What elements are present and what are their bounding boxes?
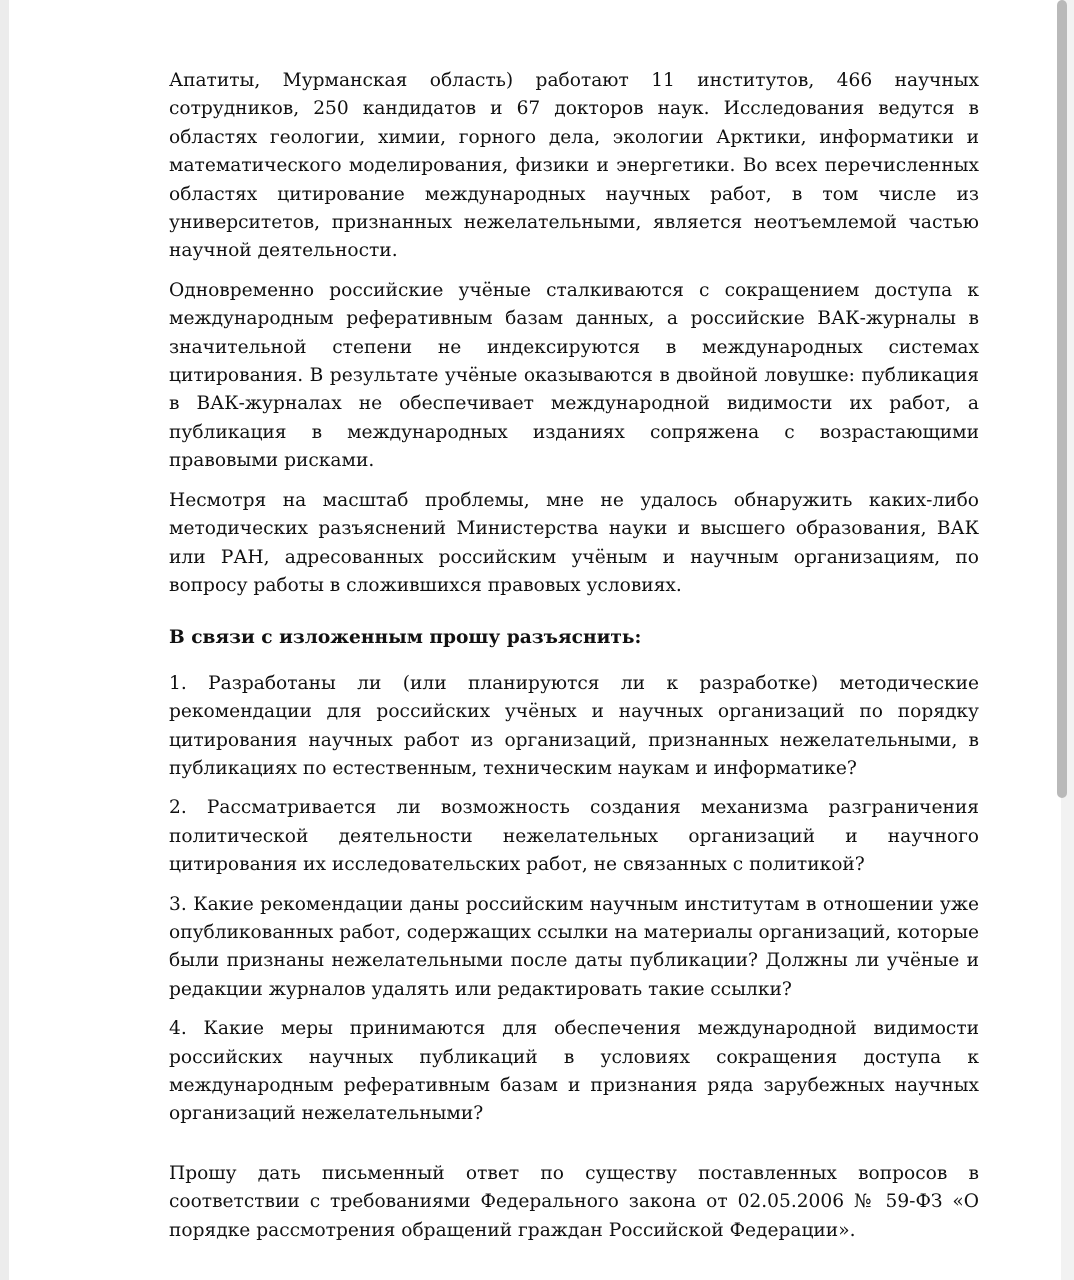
paragraph-3: Несмотря на масштаб проблемы, мне не удалось обнаружить каких-либо методических разъяснений Министерства науки и высшего образования, ВАК или РАН, адресованных российским учёным и научным организациям, по вопросу работы в сложившихся правовых условиях. [169,489,979,596]
question-3: 3. Какие рекомендации даны российским научным институтам в отношении уже опубликованных работ, содержащих ссылки на материалы организаций, которые были признаны нежелательными после даты публикации? Должны ли учёные и редакции журналов удалять или редактировать такие ссылки? [169,893,979,1000]
request-heading: В связи с изложенным прошу разъяснить: [169,627,642,649]
paragraph-1: Апатиты, Мурманская область) работают 11 институтов, 466 научных сотрудников, 250 кандидатов и 67 докторов наук. Исследования ведутся в областях геологии, химии, горного дела, экологии Арктики, информатики и математического моделирования, физики и энергетики. Во всех перечисленных областях цитирование международных научных работ, в том числе из университетов, признанных нежелательными, является неотъемлемой частью научной деятельности. [169,70,979,262]
scrollbar-thumb[interactable] [1057,0,1067,798]
question-2: 2. Рассматривается ли возможность создания механизма разграничения политической деятельности нежелательных организаций и научного цитирования их исследовательских работ, не связанных с политикой? [169,797,979,876]
question-4: 4. Какие меры принимаются для обеспечения международной видимости российских научных публикаций в условиях сокращения доступа к международным реферативным базам и признания ряда зарубежных научных организаций нежелательными? [169,1018,979,1125]
question-1: 1. Разработаны ли (или планируются ли к разработке) методические рекомендации для российских учёных и научных организаций по порядку цитирования научных работ из организаций, признанных нежелательными, в публикациях по естественным, техническим наукам и информатике? [169,672,979,779]
closing-paragraph: Прошу дать письменный ответ по существу поставленных вопросов в соответствии с требованиями Федерального закона от 02.05.2006 № 59-ФЗ «О порядке рассмотрения обращений граждан Российской Федерации». [169,1162,979,1241]
document-body [169,67,979,1245]
document-page [9,0,1061,1280]
paragraph-2: Одновременно российские учёные сталкиваются с сокращением доступа к международным реферативным базам данных, а российские ВАК-журналы в значительной степени не индексируются в международных системах цитирования. В результате учёные оказываются в двойной ловушке: публикация в ВАК-журналах не обеспечивает международной видимости их работ, а публикация в международных изданиях сопряжена с возрастающими правовыми рисками. [169,279,979,472]
